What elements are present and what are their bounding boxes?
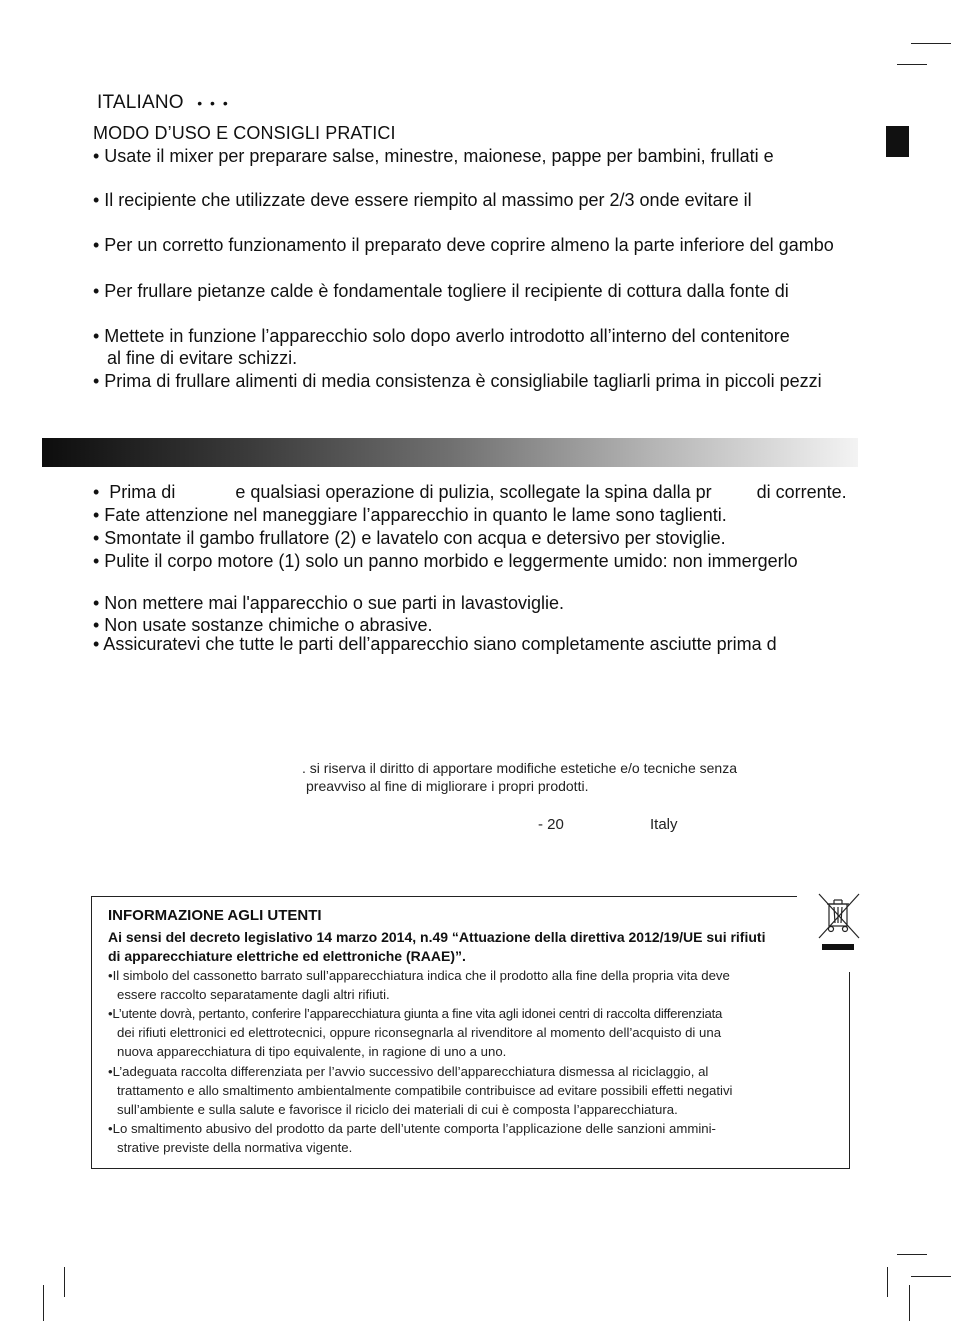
crop-mark [43, 1285, 44, 1321]
info-line: trattamento e allo smaltimento ambientalmente compatibile contribuisce ad evitare possibili effetti negativi [117, 1083, 733, 1098]
info-line: sull’ambiente e sulla salute e favorisce il riciclo dei materiali di cui è composta l’apparecchiatura. [117, 1102, 678, 1117]
info-line: nuova apparecchiatura di tipo equivalente, in ragione di uno a uno. [117, 1044, 507, 1059]
usage-bullet: • Mettete in funzione l’apparecchio solo dopo averlo introdotto all’interno del contenitore [93, 326, 790, 346]
usage-bullet-continuation: al fine di evitare schizzi. [107, 348, 298, 368]
crop-mark [911, 1276, 951, 1277]
manufacturer-notice-line1: . si riserva il diritto di apportare modifiche estetiche e/o tecniche senza [302, 760, 737, 776]
crop-mark [909, 1285, 910, 1321]
usage-section-title: MODO D’USO E CONSIGLI PRATICI [93, 123, 396, 143]
crop-mark [897, 64, 927, 65]
cleaning-section-banner [42, 438, 858, 467]
heading-dots: • • • [197, 95, 230, 111]
address-code: - 20 [538, 816, 564, 833]
info-title: INFORMAZIONE AGLI UTENTI [108, 907, 322, 924]
cleaning-bullet: • Smontate il gambo frullatore (2) e lavatelo con acqua e detersivo per stoviglie. [93, 528, 726, 548]
manufacturer-notice-line2: preavviso al fine di migliorare i propri prodotti. [306, 778, 589, 794]
info-line: strative previste della normativa vigente. [117, 1140, 353, 1155]
cleaning-bullet: • Fate attenzione nel maneggiare l’apparecchio in quanto le lame sono taglienti. [93, 505, 727, 525]
info-line: essere raccolto separatamente dagli altri rifiuti. [117, 987, 390, 1002]
section-tab-marker [886, 126, 909, 157]
crop-mark [64, 1267, 65, 1297]
info-line: •Lo smaltimento abusivo del prodotto da parte dell’utente comporta l’applicazione delle sanzioni ammini- [108, 1121, 716, 1136]
usage-bullet: • Usate il mixer per preparare salse, minestre, maionese, pappe per bambini, frullati e [93, 146, 774, 166]
info-box-right-border [849, 972, 850, 1169]
cleaning-bullet: • Assicuratevi che tutte le parti dell’apparecchio siano completamente asciutte prima d [93, 634, 777, 654]
cleaning-bullet: • Prima di e qualsiasi operazione di pulizia, scollegate la spina dalla pr di corrente. [93, 482, 847, 502]
info-line: dei rifiuti elettronici ed elettrotecnici, oppure riconsegnarla al rivenditore al momento dell’acquisto di una [117, 1025, 722, 1040]
usage-bullet: • Per un corretto funzionamento il preparato deve coprire almeno la parte inferiore del gambo [93, 235, 834, 255]
usage-bullet: • Il recipiente che utilizzate deve essere riempito al massimo per 2/3 onde evitare il [93, 190, 752, 210]
info-subtitle-line2: di apparecchiature elettriche ed elettroniche (RAAE)”. [108, 948, 466, 964]
crossed-out-wheelie-bin-icon [813, 890, 863, 956]
info-line: •L’adeguata raccolta differenziata per l’avvio successivo dell’apparecchiatura dismessa al riciclaggio, al [108, 1064, 709, 1079]
info-line: •Il simbolo del cassonetto barrato sull’apparecchiatura indica che il prodotto alla fine della propria vita deve [108, 968, 730, 983]
usage-bullet: • Prima di frullare alimenti di media consistenza è consigliabile tagliarli prima in piccoli pezzi [93, 371, 822, 391]
crop-mark [887, 1267, 888, 1297]
language-label: ITALIANO [97, 92, 184, 113]
cleaning-bullet: • Non mettere mai l'apparecchio o sue parti in lavastoviglie. [93, 593, 564, 613]
usage-bullet: • Per frullare pietanze calde è fondamentale togliere il recipiente di cottura dalla fonte di [93, 281, 789, 301]
address-country: Italy [650, 816, 678, 833]
cleaning-bullet: • Non usate sostanze chimiche o abrasive. [93, 615, 433, 635]
info-subtitle-line1: Ai sensi del decreto legislativo 14 marzo 2014, n.49 “Attuazione della direttiva 2012/19/UE sui rifiuti [108, 929, 766, 945]
cleaning-bullet: • Pulite il corpo motore (1) solo un panno morbido e leggermente umido: non immergerlo [93, 551, 798, 571]
crop-mark [911, 43, 951, 44]
info-line: •L’utente dovrà, pertanto, conferire l’apparecchiatura giunta a fine vita agli idonei centri di raccolta differenziata [108, 1006, 723, 1021]
language-heading [97, 92, 230, 114]
crop-mark [897, 1254, 927, 1255]
info-box-top-border [91, 896, 797, 897]
